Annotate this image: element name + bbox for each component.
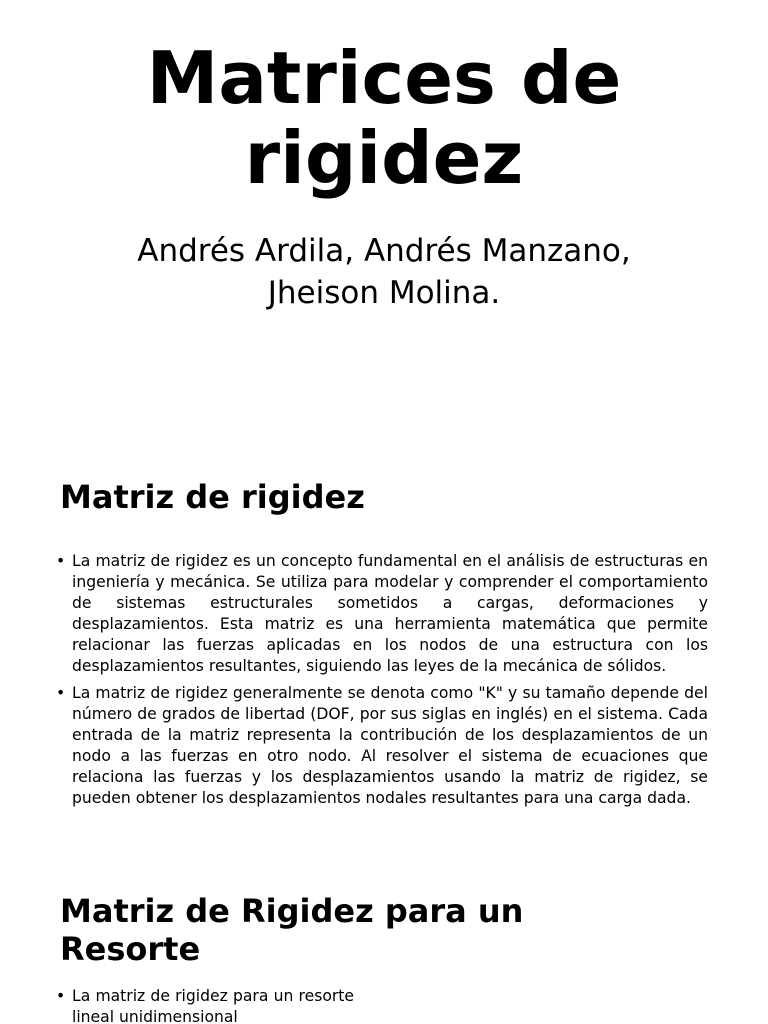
section-bullet-list-1 (56, 551, 708, 815)
section-heading-matriz-de-rigidez: Matriz de rigidez (60, 478, 365, 516)
bullet-text: La matriz de rigidez para un resorte lineal unidimensional (72, 987, 354, 1024)
bullet-icon: • (56, 987, 66, 1005)
bullet-icon: • (56, 684, 66, 702)
section-heading-matriz-de-rigidez-resorte: Matriz de Rigidez para un Resorte (60, 892, 524, 968)
bullet-text: La matriz de rigidez generalmente se denota como "K" y su tamaño depende del número de grados de libertad (DOF, por sus siglas en inglés) en el sistema. Cada entrada de la matriz representa la contribución de los desplazamientos de un nodo a las fuerzas en otro nodo. Al resolver el sistema de ecuaciones que relaciona las fuerzas y los desplazamientos usando la matriz de rigidez, se pueden obtener los desplazamientos nodales resultantes para una carga dada. (72, 684, 708, 807)
author-names: Andrés Ardila, Andrés Manzano, Jheison Molina. (137, 233, 631, 311)
bullet-text: La matriz de rigidez es un concepto fundamental en el análisis de estructuras en ingeniería y mecánica. Se utiliza para modelar y comprender el comportamiento de sistemas estructurales sometidos a cargas, deformaciones y desplazamientos. Esta matriz es una herramienta matemática que permite relacionar las fuerzas aplicadas en los nodos de una estructura con los desplazamientos resultantes, siguiendo las leyes de la mecánica de sólidos. (72, 552, 708, 675)
section-bullet-list-2 (56, 986, 354, 1024)
author-line (0, 230, 768, 314)
slide-title: Matrices de rigidez (146, 36, 622, 200)
bullet-icon: • (56, 552, 66, 570)
bullet-item (56, 683, 708, 809)
bullet-item (56, 551, 708, 677)
bullet-item (56, 986, 354, 1024)
